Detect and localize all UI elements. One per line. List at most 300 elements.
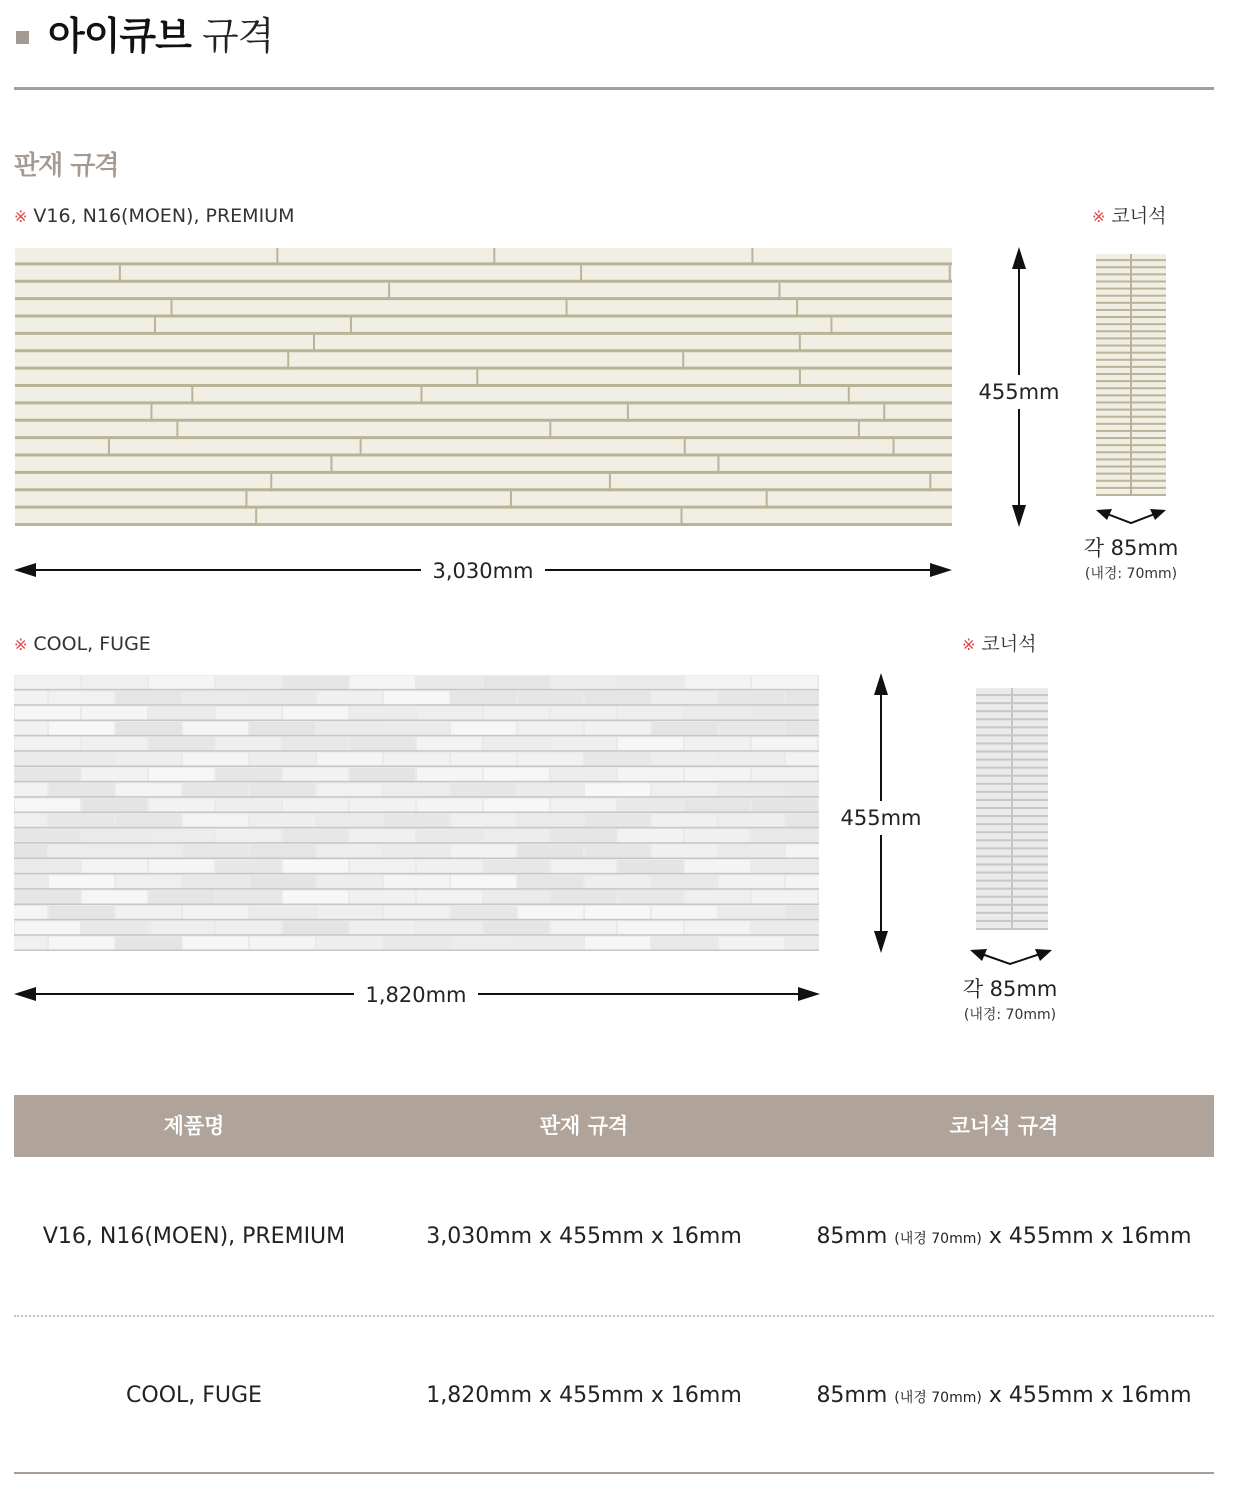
panel-block <box>82 676 147 689</box>
panel-block <box>350 768 415 781</box>
panel-block <box>250 753 315 766</box>
panel-block <box>685 891 750 904</box>
panel-groove <box>15 262 952 265</box>
panel-block <box>82 737 147 750</box>
panel-block <box>350 676 415 689</box>
panel-joint <box>858 422 860 439</box>
panel-block <box>484 707 549 720</box>
panel-block <box>250 845 315 858</box>
panel-block <box>484 921 549 934</box>
panel-block <box>216 707 281 720</box>
panel-block <box>551 829 616 842</box>
panel-block <box>15 829 80 842</box>
page-title-bold: 아이큐브 <box>48 14 191 58</box>
panel-block <box>350 707 415 720</box>
panel-block <box>216 676 281 689</box>
panel-block <box>350 799 415 812</box>
panel-block <box>14 845 47 858</box>
panel-block <box>719 845 784 858</box>
panel-joint <box>766 491 768 508</box>
corner-texture-1 <box>1096 250 1166 500</box>
panel-joint <box>566 300 568 317</box>
panel-groove <box>14 888 819 890</box>
panel-block <box>49 722 114 735</box>
panel-block <box>82 891 147 904</box>
corner-size-2: 각 85mm <box>962 977 1058 1001</box>
panel-block <box>350 860 415 873</box>
panel-groove <box>15 401 952 404</box>
panel-block <box>15 860 80 873</box>
panel-block <box>685 768 750 781</box>
panel-joint <box>796 300 798 317</box>
panel-block <box>14 753 47 766</box>
panel-block <box>283 676 348 689</box>
panel-block <box>786 875 819 888</box>
corner-stone-image-1 <box>1096 250 1166 500</box>
panel-joint <box>191 387 193 404</box>
panel-block <box>384 906 449 919</box>
panel-joint <box>420 387 422 404</box>
panel-joint <box>609 474 611 491</box>
panel-block <box>551 921 616 934</box>
panel-block <box>585 814 650 827</box>
panel-joint <box>684 439 686 456</box>
panel-joint <box>276 248 278 265</box>
panel-groove <box>14 796 819 798</box>
panel-block <box>116 906 181 919</box>
panel-joint <box>245 491 247 508</box>
corner-note-1 <box>1092 204 1166 229</box>
panel-groove <box>14 812 819 814</box>
panel-block <box>183 937 248 950</box>
panel-block <box>250 875 315 888</box>
row-panel-spec: 3,030mm x 455mm x 16mm <box>426 1224 742 1249</box>
corner-edge <box>1011 688 1013 930</box>
panel-block <box>652 814 717 827</box>
panel-block <box>518 691 583 704</box>
panel-block <box>752 891 817 904</box>
panel-groove <box>14 842 819 844</box>
panel-block <box>752 737 817 750</box>
panel-block <box>618 707 683 720</box>
panel-block <box>618 860 683 873</box>
panel-block <box>652 753 717 766</box>
panel-block <box>317 906 382 919</box>
panel-block <box>518 937 583 950</box>
page-title-light: 규격 <box>201 14 274 58</box>
panel-block <box>116 783 181 796</box>
panel-image-1 <box>15 248 952 526</box>
panel-block <box>350 737 415 750</box>
panel-block <box>417 676 482 689</box>
panel-block <box>82 921 147 934</box>
corner-note-1-text: 코너석 <box>1111 205 1167 227</box>
panel-block <box>752 768 817 781</box>
panel-joint <box>150 404 152 421</box>
corner-angle-arrow-1 <box>1096 506 1166 528</box>
panel-block <box>451 753 516 766</box>
corner-spec-rest: x 455mm x 16mm <box>988 1383 1192 1408</box>
panel-block <box>350 921 415 934</box>
panel-block <box>417 829 482 842</box>
panel-joint <box>799 370 801 387</box>
panel-block <box>451 906 516 919</box>
panel-block <box>417 799 482 812</box>
panel-joint <box>627 404 629 421</box>
panel-groove <box>15 384 952 387</box>
panel-block <box>350 891 415 904</box>
corner-note-2-text: 코너석 <box>981 633 1037 655</box>
panel-block <box>49 783 114 796</box>
panel-block <box>14 814 47 827</box>
panel-block <box>518 783 583 796</box>
panel-block <box>14 722 47 735</box>
panel-block <box>216 737 281 750</box>
panel-block <box>484 799 549 812</box>
panel-block <box>216 799 281 812</box>
panel-block <box>551 676 616 689</box>
corner-spec-inner: (내경 70mm) <box>894 1390 982 1406</box>
panel-block <box>49 906 114 919</box>
panel-groove <box>15 488 952 491</box>
panel-joint <box>682 352 684 369</box>
panel-block <box>618 676 683 689</box>
row-product-name: V16, N16(MOEN), PREMIUM <box>42 1224 346 1249</box>
table-row <box>14 1381 1214 1413</box>
panel-block <box>518 906 583 919</box>
panel-block <box>685 799 750 812</box>
panel-block <box>786 814 819 827</box>
panel-block <box>451 937 516 950</box>
panel-block <box>451 783 516 796</box>
panel-block <box>585 753 650 766</box>
panel-block <box>14 783 47 796</box>
panel-block <box>786 691 819 704</box>
corner-inner-1: (내경: 70mm) <box>1084 566 1178 582</box>
panel-block <box>183 722 248 735</box>
panel-block <box>283 737 348 750</box>
panel-block <box>451 875 516 888</box>
panel-block <box>14 691 47 704</box>
panel-block <box>652 937 717 950</box>
panel-block <box>116 691 181 704</box>
panel-texture-1 <box>15 248 952 526</box>
panel-block <box>585 875 650 888</box>
panel-block <box>384 814 449 827</box>
panel-block <box>49 845 114 858</box>
panel-block <box>551 860 616 873</box>
panel-block <box>417 860 482 873</box>
panel-groove <box>14 750 819 752</box>
panel-block <box>116 845 181 858</box>
panel-groove <box>14 934 819 936</box>
panel-block <box>451 691 516 704</box>
panel-groove <box>14 827 819 829</box>
panel-block <box>585 845 650 858</box>
panel-height-2: 455mm <box>834 801 928 835</box>
series-note-1-text: V16, N16(MOEN), PREMIUM <box>33 205 295 227</box>
panel-block <box>15 768 80 781</box>
panel-joint <box>119 265 121 282</box>
page-title <box>48 12 273 60</box>
panel-block <box>685 737 750 750</box>
panel-block <box>551 799 616 812</box>
row-product-name: COOL, FUGE <box>126 1383 262 1408</box>
panel-block <box>149 921 214 934</box>
panel-block <box>451 845 516 858</box>
panel-joint <box>949 265 951 282</box>
panel-block <box>719 906 784 919</box>
panel-joint <box>929 474 931 491</box>
panel-block <box>283 829 348 842</box>
corner-spec-size: 85mm <box>816 1224 888 1249</box>
panel-block <box>317 753 382 766</box>
panel-block <box>183 814 248 827</box>
corner-texture-2 <box>976 684 1048 934</box>
series-note-2-text: COOL, FUGE <box>33 633 151 655</box>
panel-block <box>49 875 114 888</box>
panel-block <box>719 722 784 735</box>
panel-groove <box>15 436 952 439</box>
panel-block <box>551 707 616 720</box>
corner-note-2 <box>962 632 1036 657</box>
corner-inner-2: (내경: 70mm) <box>963 1007 1057 1023</box>
panel-block <box>15 921 80 934</box>
panel-block <box>82 768 147 781</box>
panel-joint <box>108 439 110 456</box>
panel-block <box>652 906 717 919</box>
panel-block <box>183 845 248 858</box>
panel-block <box>49 753 114 766</box>
panel-block <box>82 799 147 812</box>
panel-groove <box>14 781 819 783</box>
panel-block <box>786 722 819 735</box>
panel-block <box>250 906 315 919</box>
panel-groove <box>15 349 952 352</box>
panel-texture-2 <box>14 675 819 951</box>
panel-block <box>49 814 114 827</box>
panel-joint <box>388 283 390 300</box>
panel-block <box>618 768 683 781</box>
panel-groove <box>14 904 819 906</box>
panel-groove <box>15 280 952 283</box>
panel-block <box>518 722 583 735</box>
panel-groove <box>14 735 819 737</box>
panel-block <box>451 722 516 735</box>
panel-block <box>183 783 248 796</box>
panel-joint <box>510 491 512 508</box>
panel-block <box>685 676 750 689</box>
panel-joint <box>476 370 478 387</box>
panel-block <box>518 814 583 827</box>
corner-spec-size: 85mm <box>816 1383 888 1408</box>
panel-groove <box>14 950 819 952</box>
panel-block <box>149 768 214 781</box>
panel-groove <box>14 919 819 921</box>
title-divider <box>14 87 1214 90</box>
panel-block <box>15 799 80 812</box>
panel-block <box>484 768 549 781</box>
panel-block <box>719 753 784 766</box>
panel-joint <box>493 248 495 265</box>
panel-block <box>484 829 549 842</box>
panel-joint <box>848 387 850 404</box>
panel-block <box>317 875 382 888</box>
panel-joint <box>680 509 682 526</box>
panel-block <box>719 814 784 827</box>
panel-joint <box>751 248 753 265</box>
panel-block <box>384 753 449 766</box>
panel-block <box>149 799 214 812</box>
panel-groove <box>15 367 952 370</box>
panel-block <box>317 814 382 827</box>
panel-joint <box>883 404 885 421</box>
panel-block <box>250 691 315 704</box>
panel-width-1: 3,030mm <box>421 558 545 584</box>
panel-block <box>417 921 482 934</box>
panel-joint <box>717 457 719 474</box>
panel-block <box>116 814 181 827</box>
panel-block <box>618 737 683 750</box>
panel-block <box>685 829 750 842</box>
panel-block <box>116 722 181 735</box>
panel-block <box>484 860 549 873</box>
panel-width-2: 1,820mm <box>354 982 478 1008</box>
panel-groove <box>15 506 952 509</box>
panel-joint <box>830 318 832 335</box>
panel-block <box>752 707 817 720</box>
panel-block <box>116 753 181 766</box>
panel-block <box>317 937 382 950</box>
panel-block <box>250 722 315 735</box>
panel-block <box>149 860 214 873</box>
panel-block <box>652 722 717 735</box>
panel-groove <box>14 704 819 706</box>
panel-block <box>216 891 281 904</box>
panel-block <box>551 768 616 781</box>
corner-size-1: 각 85mm <box>1083 536 1179 560</box>
panel-joint <box>350 318 352 335</box>
row-divider <box>14 1315 1214 1317</box>
panel-block <box>417 737 482 750</box>
section-title: 판재 규격 <box>14 151 119 181</box>
panel-block <box>752 829 817 842</box>
panel-block <box>216 860 281 873</box>
panel-block <box>250 783 315 796</box>
panel-block <box>719 691 784 704</box>
panel-groove <box>15 471 952 474</box>
note-mark-icon: ※ <box>1092 207 1106 226</box>
panel-block <box>317 783 382 796</box>
panel-block <box>618 921 683 934</box>
panel-joint <box>549 422 551 439</box>
panel-block <box>551 891 616 904</box>
panel-block <box>786 753 819 766</box>
panel-block <box>283 891 348 904</box>
panel-block <box>685 707 750 720</box>
panel-block <box>618 799 683 812</box>
panel-joint <box>154 318 156 335</box>
panel-block <box>14 875 47 888</box>
panel-block <box>15 737 80 750</box>
panel-block <box>551 737 616 750</box>
table-bottom-rule <box>14 1472 1214 1474</box>
panel-joint <box>893 439 895 456</box>
panel-block <box>183 906 248 919</box>
panel-joint <box>255 509 257 526</box>
panel-joint <box>799 335 801 352</box>
panel-block <box>384 691 449 704</box>
panel-block <box>786 906 819 919</box>
panel-joint <box>580 265 582 282</box>
panel-block <box>518 845 583 858</box>
panel-block <box>15 891 80 904</box>
corner-edge <box>1130 254 1132 496</box>
panel-block <box>149 707 214 720</box>
panel-groove <box>15 315 952 318</box>
panel-block <box>149 737 214 750</box>
panel-groove <box>14 720 819 722</box>
spec-table-header <box>14 1095 1214 1157</box>
panel-block <box>283 921 348 934</box>
panel-block <box>183 691 248 704</box>
panel-joint <box>330 457 332 474</box>
table-row <box>14 1222 1214 1254</box>
panel-block <box>652 845 717 858</box>
note-mark-icon: ※ <box>14 207 28 226</box>
panel-joint <box>287 352 289 369</box>
note-mark-icon: ※ <box>962 635 976 654</box>
panel-block <box>384 937 449 950</box>
panel-block <box>719 783 784 796</box>
panel-block <box>752 860 817 873</box>
panel-block <box>585 722 650 735</box>
panel-block <box>183 875 248 888</box>
panel-block <box>116 875 181 888</box>
panel-joint <box>171 300 173 317</box>
header-product-name: 제품명 <box>163 1114 225 1138</box>
panel-groove <box>15 523 952 526</box>
panel-block <box>719 937 784 950</box>
panel-block <box>417 768 482 781</box>
corner-stone-image-2 <box>976 684 1048 934</box>
panel-block <box>752 676 817 689</box>
panel-block <box>484 891 549 904</box>
panel-block <box>49 937 114 950</box>
row-corner-spec <box>804 1381 1204 1413</box>
panel-block <box>518 753 583 766</box>
panel-block <box>317 691 382 704</box>
panel-block <box>786 937 819 950</box>
panel-block <box>283 860 348 873</box>
panel-block <box>14 937 47 950</box>
panel-joint <box>360 439 362 456</box>
panel-block <box>685 921 750 934</box>
panel-block <box>618 891 683 904</box>
panel-block <box>15 676 80 689</box>
panel-groove <box>15 419 952 422</box>
panel-block <box>652 691 717 704</box>
panel-block <box>685 860 750 873</box>
panel-block <box>786 845 819 858</box>
panel-image-2 <box>14 675 819 951</box>
panel-block <box>384 783 449 796</box>
panel-block <box>14 906 47 919</box>
panel-block <box>216 921 281 934</box>
panel-block <box>384 845 449 858</box>
panel-block <box>719 875 784 888</box>
header-corner-spec: 코너석 규격 <box>949 1114 1059 1138</box>
